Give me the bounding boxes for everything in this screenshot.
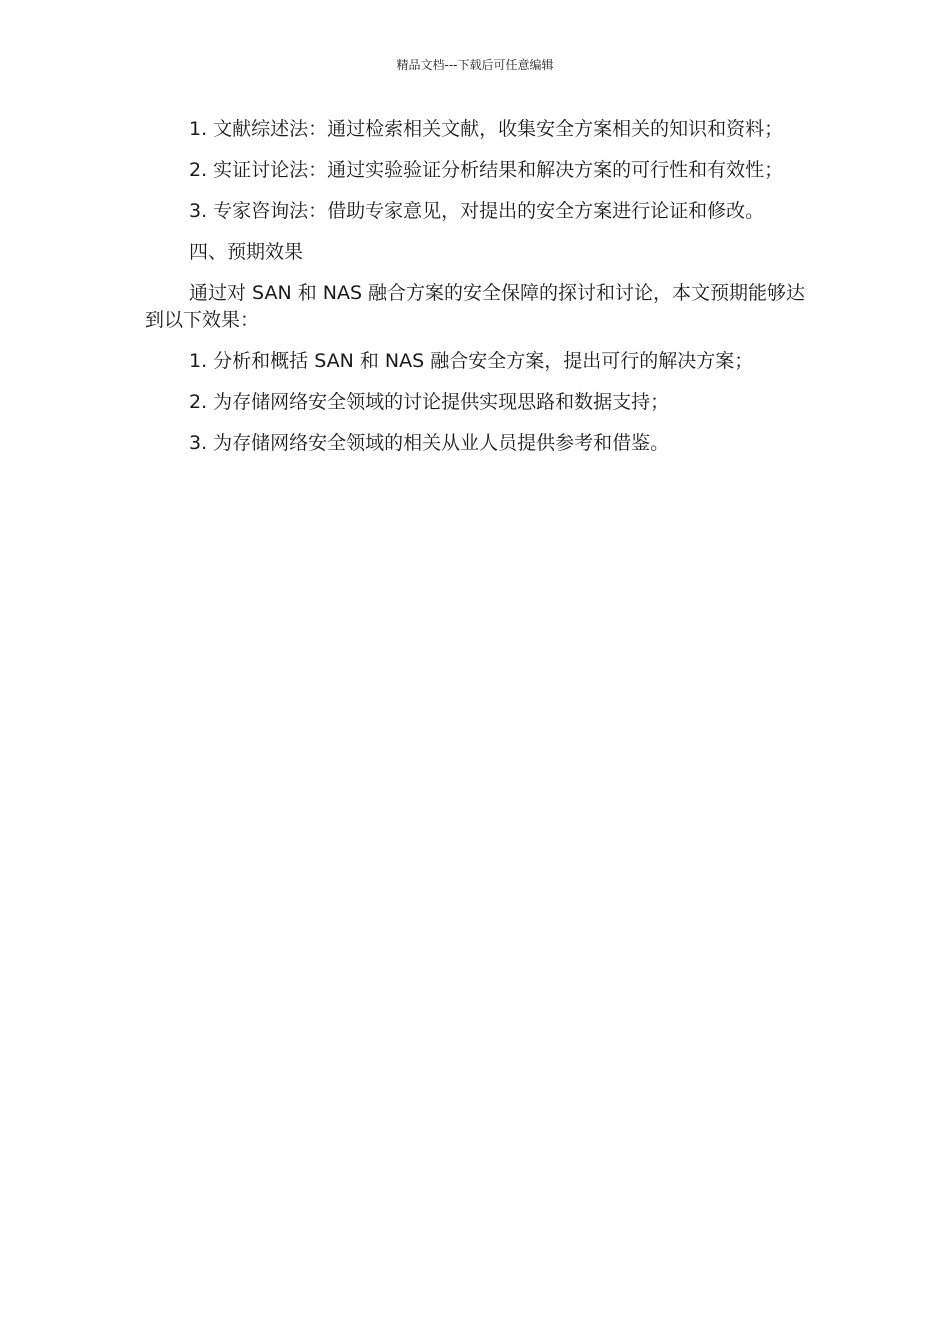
expected-results-intro: 通过对 SAN 和 NAS 融合方案的安全保障的探讨和讨论，本文预期能够达到以下效果： <box>145 282 806 331</box>
expected-result-item-3: 3. 为存储网络安全领域的相关从业人员提供参考和借鉴。 <box>189 432 670 454</box>
method-expert-consultation: 3. 专家咨询法：借助专家意见，对提出的安全方案进行论证和修改。 <box>189 200 765 222</box>
expected-result-item-1: 1. 分析和概括 SAN 和 NAS 融合安全方案，提出可行的解决方案； <box>189 350 754 372</box>
method-empirical-study: 2. 实证讨论法：通过实验验证分析结果和解决方案的可行性和有效性； <box>189 159 784 181</box>
page-header: 精品文档---下载后可任意编辑 <box>396 58 554 72</box>
document-body <box>145 116 810 457</box>
section-heading-expected-results: 四、预期效果 <box>189 241 304 263</box>
method-literature-review: 1. 文献综述法：通过检索相关文献，收集安全方案相关的知识和资料； <box>189 118 784 140</box>
expected-result-item-2: 2. 为存储网络安全领域的讨论提供实现思路和数据支持； <box>189 391 670 413</box>
